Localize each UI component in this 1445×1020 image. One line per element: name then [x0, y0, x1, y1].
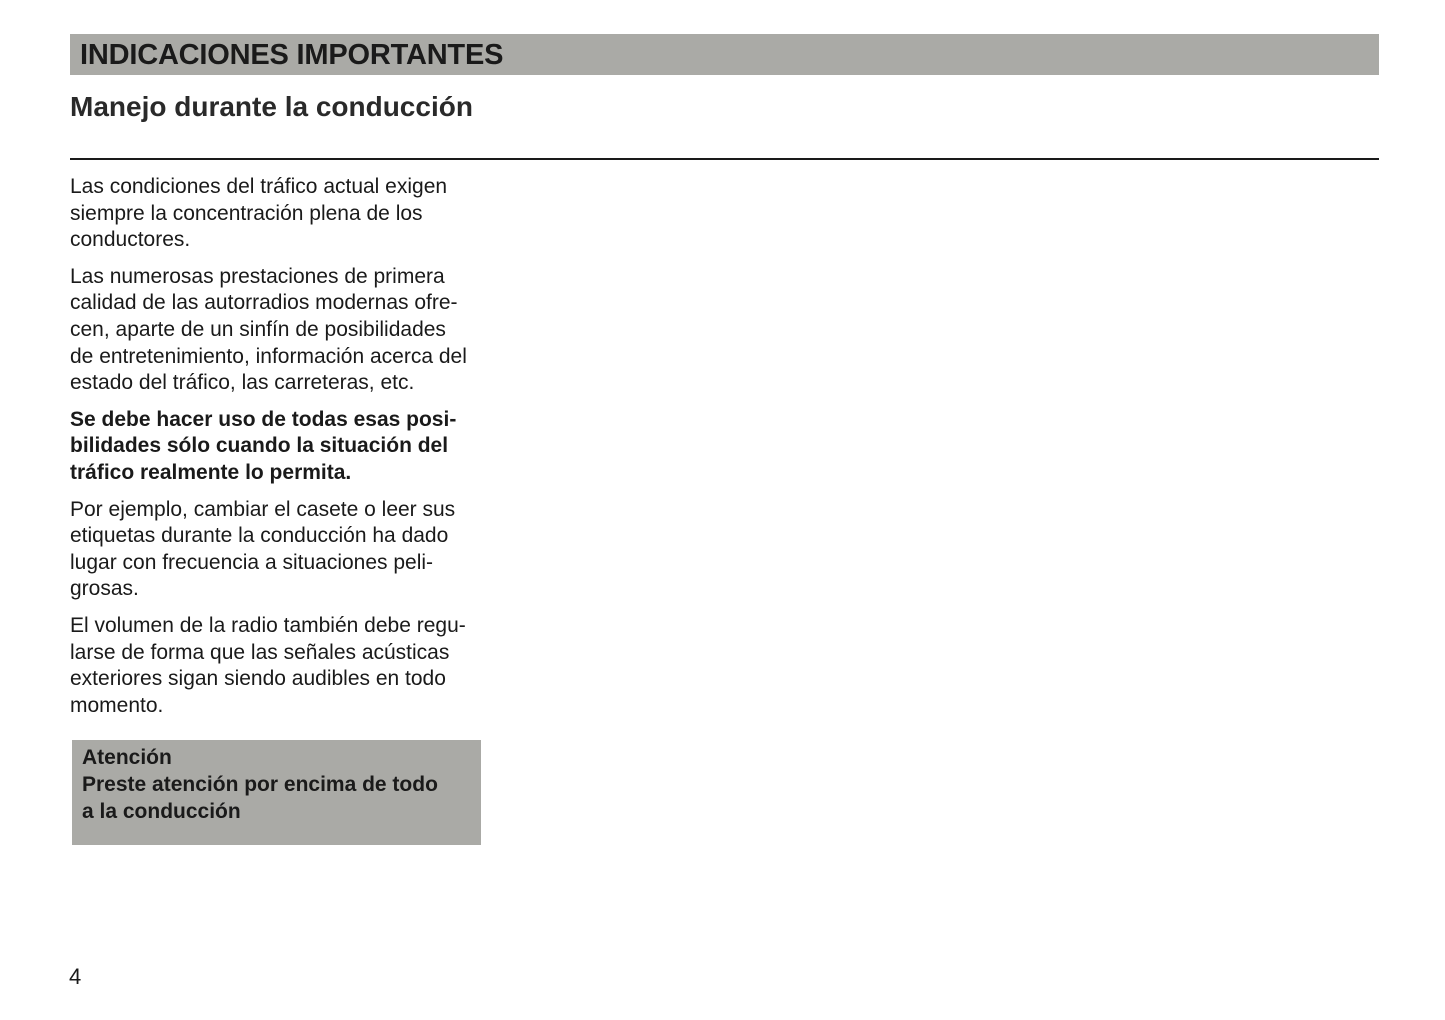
warning-text: Preste atención por encima de todo a la conducción [82, 773, 438, 823]
paragraph-features: Las numerosas prestaciones de primera calidad de las autorradios modernas ofre- cen, aparte de un sinfín de posibilidades de entretenimiento, información acerca del estado del tráfico, las carreteras, etc. [70, 264, 467, 395]
warning-title: Atención [82, 746, 172, 769]
paragraph-emphasis: Se debe hacer uso de todas esas posi- bilidades sólo cuando la situación del tráfico realmente lo permita. [70, 407, 457, 484]
body-column [70, 174, 490, 729]
paragraph-example: Por ejemplo, cambiar el casete o leer sus etiquetas durante la conducción ha dado lugar con frecuencia a situaciones peli- grosas. [70, 497, 456, 601]
section-title: INDICACIONES IMPORTANTES [80, 39, 504, 71]
warning-box [72, 740, 481, 845]
page-number: 4 [69, 964, 82, 989]
section-header-bar [70, 34, 1379, 75]
paragraph-volume: El volumen de la radio también debe regu- larse de forma que las señales acústicas exteriores sigan siendo audibles en todo momento. [70, 613, 466, 717]
page-title: Manejo durante la conducción [70, 91, 473, 122]
title-divider [70, 158, 1379, 160]
paragraph-intro: Las condiciones del tráfico actual exigen siempre la concentración plena de los conductores. [70, 175, 448, 252]
